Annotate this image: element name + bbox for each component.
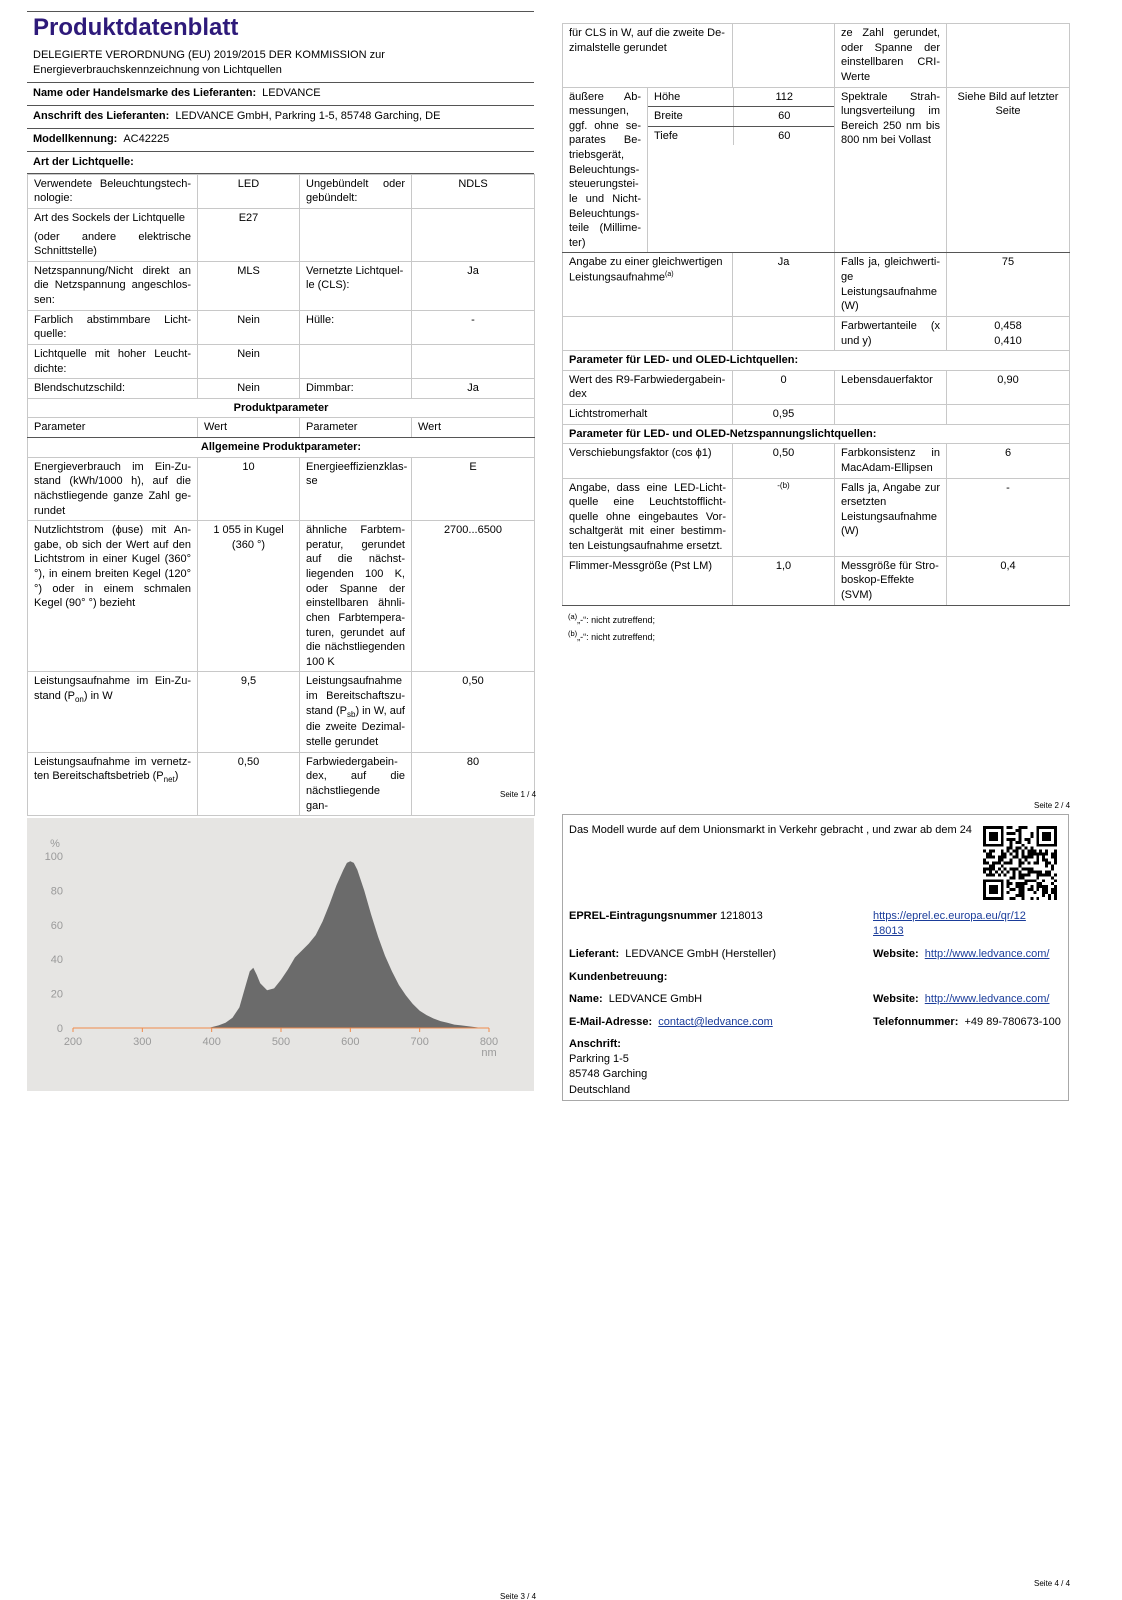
cell-empty — [300, 208, 412, 261]
x-tick-label: 200 — [63, 1036, 83, 1048]
cell-label: Lebensdauerfaktor — [835, 370, 947, 404]
table-row — [28, 521, 535, 672]
website-label: Website: — [873, 993, 919, 1005]
cell-value: Ja — [412, 261, 535, 310]
name-value: LEDVANCE GmbH — [608, 993, 703, 1005]
cell-label: Energieeffizienzklasse — [300, 457, 412, 521]
cell-label — [300, 672, 412, 752]
cell-label: Farbwiedergabeindex, auf die nächstliegende gan- — [300, 752, 412, 816]
light-source-type-row — [27, 151, 534, 174]
email-row — [569, 1015, 773, 1030]
cell-label: Tiefe — [654, 129, 679, 142]
cell-label: für CLS in W, auf die zweite Dezimalstelle gerundet — [563, 24, 733, 88]
phone-label: Telefonnummer: — [873, 1016, 959, 1028]
cell-label — [28, 208, 198, 261]
cell-value: Nein — [198, 344, 300, 378]
cell-value: - — [412, 310, 535, 344]
subscript: sb — [346, 709, 356, 719]
column-header-row — [28, 418, 535, 438]
column-header: Wert — [198, 418, 300, 438]
cell-label: Nutzlichtstrom (ϕuse) mit Angabe, ob sich der Wert auf den Lichtstrom in einer Kugel (360° °), in einem breiten Kegel (120° °) oder in einem schmalen Kegel (90° °) bezieht — [28, 521, 198, 672]
footnote-ref: (a) — [665, 271, 674, 278]
cell-label: Spektrale Strahlungsverteilung im Bereich 250 nm bis 800 nm bei Vollast — [835, 87, 947, 253]
cell-value: 0,50 — [198, 752, 300, 816]
parameter-table-2 — [562, 23, 1070, 606]
cell-value: 10 — [198, 457, 300, 521]
table-row — [28, 310, 535, 344]
y-tick-label: 0 — [56, 1023, 63, 1035]
cell-value: - — [947, 478, 1070, 556]
table-row — [563, 316, 1070, 350]
cell-label: Energieverbrauch im Ein-Zustand (kWh/1000 h), auf die nächstliegende ganze Zahl gerundet — [28, 457, 198, 521]
supplier-brand-row — [27, 82, 534, 105]
phone-value: +49 89-780673-100 — [964, 1016, 1061, 1028]
website-link[interactable]: http://www.ledvance.com/ — [924, 993, 1050, 1005]
x-tick-label: 500 — [271, 1036, 291, 1048]
supplier-label: Lieferant: — [569, 948, 620, 960]
sheet-header — [27, 11, 534, 82]
table-row — [28, 752, 535, 816]
cell-value: -(b) — [733, 478, 835, 556]
cell-empty — [835, 405, 947, 425]
cell-empty — [733, 316, 835, 350]
text: Angabe zu einer gleichwertigen Leistungsaufnahme — [569, 256, 723, 284]
cell-value: 2700...6500 — [412, 521, 535, 672]
text: ) — [174, 770, 179, 783]
cell-empty — [947, 405, 1070, 425]
page-3-spectrum — [27, 818, 534, 1091]
page-number: Seite 2 / 4 — [1034, 801, 1071, 810]
website-label: Website: — [873, 948, 919, 960]
table-row — [648, 107, 835, 127]
subscript: on — [74, 695, 84, 705]
cell-value: 0,50 — [733, 444, 835, 478]
column-header: Parameter — [300, 418, 412, 438]
cell-label: Farbkonsistenz in MacAdam-Ellipsen — [835, 444, 947, 478]
y-tick-label: 100 — [44, 851, 63, 863]
cell-empty — [563, 316, 733, 350]
address-label: Anschrift: — [569, 1038, 621, 1050]
cell-label: Falls ja, gleichwertige Leistungsaufnahme (W) — [835, 253, 947, 317]
footnote-a — [562, 612, 1069, 627]
table-row — [28, 344, 535, 378]
cell-label: äußere Abmessungen, ggf. ohne separates Betriebsgerät, Beleuchtungssteuerungsteile und Nicht-Beleuchtungsteile (Millimeter) — [563, 87, 648, 253]
table-row — [28, 208, 535, 261]
text: Leistungsaufnahme im Bereitschaftszustand (P — [306, 675, 405, 717]
website-row-2 — [873, 992, 1050, 1007]
regulation-line-2: Energieverbrauchskennzeichnung von Lichtquellen — [33, 64, 282, 77]
footnote-text: „-“: nicht zutreffend; — [577, 632, 656, 643]
table-row — [28, 457, 535, 521]
brand-label: Name oder Handelsmarke des Lieferanten: — [33, 86, 257, 99]
table-row — [28, 174, 535, 208]
cell-value: E27 — [198, 208, 300, 261]
table-row — [563, 24, 1070, 88]
cell-empty — [300, 344, 412, 378]
customer-service-label: Kundenbetreuung: — [569, 971, 668, 983]
eprel-number: 1218013 — [719, 910, 763, 922]
supplier-address-row — [27, 105, 534, 128]
parameter-table-1 — [27, 174, 535, 817]
text: ) in W — [83, 690, 113, 703]
eprel-link-2[interactable]: 18013 — [873, 924, 904, 937]
cell-value: NDLS — [412, 174, 535, 208]
table-row — [563, 87, 1070, 253]
table-row — [563, 405, 1070, 425]
text: Leistungsaufnahme im Ein-Zustand (P — [34, 675, 191, 703]
cell-value: MLS — [198, 261, 300, 310]
cell-value: 75 — [947, 253, 1070, 317]
cell-label — [28, 672, 198, 752]
cell-label: Breite — [648, 107, 733, 127]
cell-label: Falls ja, Angabe zur ersetzten Leistungsaufnahme (W) — [835, 478, 947, 556]
customer-service-heading — [569, 970, 667, 985]
table-row — [563, 370, 1070, 404]
y-tick-label: 20 — [50, 988, 63, 1001]
section-title: Produktparameter — [28, 398, 535, 418]
cell-label: Angabe, dass eine LED-Lichtquelle eine Leuchtstofflichtquelle ohne eingebautes Vorschaltgerät mit einer bestimmten Leistungsaufnahme ersetzt. — [563, 478, 733, 556]
cell-value: Nein — [198, 310, 300, 344]
address-label: Anschrift des Lieferanten: — [33, 109, 170, 122]
text: ) in W, auf die zweite Dezimalstelle gerundet — [306, 704, 405, 749]
brand-value: LEDVANCE — [262, 86, 321, 99]
address-line: Parkring 1-5 — [569, 1053, 629, 1066]
website-link[interactable]: http://www.ledvance.com/ — [924, 948, 1050, 960]
table-row — [648, 126, 835, 145]
model-value: AC42225 — [123, 132, 170, 145]
email-label: E-Mail-Adresse: — [569, 1016, 653, 1028]
eprel-row — [569, 909, 763, 924]
name-row — [569, 992, 702, 1007]
text: Leistungsaufnahme im vernetzten Bereitschaftsbetrieb (P — [34, 755, 191, 783]
cell-label: Farblich abstimmbare Lichtquelle: — [28, 310, 198, 344]
cell-value: 6 — [947, 444, 1070, 478]
cell-empty — [412, 208, 535, 261]
table-row — [563, 444, 1070, 478]
cell-value: Siehe Bild auf letzter Seite — [947, 87, 1070, 253]
page-1 — [27, 11, 537, 816]
supplier-row — [569, 947, 776, 962]
cell-label: Messgröße für Stroboskop-Effekte (SVM) — [835, 556, 947, 605]
dimensions-cell — [648, 87, 835, 253]
address-block — [569, 1037, 647, 1098]
cell-value: 0,90 — [947, 370, 1070, 404]
address-line: 85748 Garching — [569, 1068, 648, 1081]
market-date: Das Modell wurde auf dem Unionsmarkt in Verkehr gebracht , und zwar ab dem 24 — [569, 824, 972, 836]
cell-label: Farbwertanteile (x und y) — [835, 316, 947, 350]
cell-value: 1,0 — [733, 556, 835, 605]
footnote-mark: (b) — [568, 629, 578, 639]
light-source-type-label: Art der Lichtquelle: — [33, 155, 134, 168]
x-tick-label: 800 — [479, 1036, 499, 1048]
eprel-link[interactable] — [873, 909, 1026, 939]
email-link[interactable]: contact@ledvance.com — [658, 1016, 773, 1028]
cell-label: Netzspannung/Nicht direkt an die Netzspannung angeschlossen: — [28, 261, 198, 310]
cell-value: LED — [198, 174, 300, 208]
qr-code-icon — [983, 826, 1057, 900]
cell-label: Wert des R9-Farbwiedergabeindex — [563, 370, 733, 404]
cell-value: Ja — [733, 253, 835, 317]
cell-label: Flimmer-Messgröße (Pst LM) — [563, 556, 733, 605]
socket-label: Art des Sockels der Lichtquelle — [34, 211, 186, 224]
column-header: Parameter — [28, 418, 198, 438]
cell-label: Vernetzte Lichtquelle (CLS): — [300, 261, 412, 310]
table-row — [563, 556, 1070, 605]
page-number: Seite 1 / 4 — [500, 790, 537, 799]
chart-background — [27, 818, 534, 1091]
cell-empty — [733, 24, 835, 88]
cell-empty — [412, 344, 535, 378]
cell-value: 60 — [733, 107, 835, 127]
section-title: Parameter für LED- und OLED-Netzspannungslichtquellen: — [563, 424, 1070, 444]
cell-value: Ja — [412, 379, 535, 399]
y-tick-label: 80 — [50, 885, 63, 898]
cell-value: 0,50 — [412, 672, 535, 752]
cell-value: E — [412, 457, 535, 521]
section-row — [28, 398, 535, 418]
cell-label: Lichtstromerhalt — [563, 405, 733, 425]
cell-value — [947, 316, 1070, 350]
section-row — [563, 424, 1070, 444]
address-line: Deutschland — [569, 1083, 631, 1096]
table-row — [28, 261, 535, 310]
socket-label-2: (oder andere elektrische Schnittstelle) — [34, 230, 191, 258]
cell-label — [28, 752, 198, 816]
supplier-value: LEDVANCE GmbH (Hersteller) — [625, 948, 777, 960]
cell-value: 112 — [733, 88, 835, 107]
eprel-link-1[interactable]: https://eprel.ec.europa.eu/qr/12 — [873, 910, 1026, 922]
page-number: Seite 3 / 4 — [500, 1592, 537, 1600]
footnote-b — [562, 629, 1069, 644]
table-row — [28, 379, 535, 399]
x-tick-label: 600 — [341, 1036, 360, 1048]
footnote-text: „-“: nicht zutreffend; — [577, 614, 656, 625]
cell-label: ähnliche Farbtemperatur, gerundet auf die nächstliegenden 100 K, oder Spanne der einstellbaren ähnlichen Farbtemperaturen, gerundet auf die nächstliegenden 100 K — [300, 521, 412, 672]
section-title: Allgemeine Produktparameter: — [28, 438, 535, 458]
section-title: Parameter für LED- und OLED-Lichtquellen: — [563, 351, 1070, 371]
cell-label: Verschiebungsfaktor (cos ϕ1) — [563, 444, 733, 478]
x-tick-label: 300 — [133, 1036, 152, 1048]
footnote-mark: (a) — [568, 611, 578, 621]
chromaticity-x: 0,458 — [994, 319, 1022, 332]
eprel-label: EPREL-Eintragungsnummer — [569, 910, 717, 922]
spectrum-chart — [27, 818, 534, 1091]
table-row — [563, 478, 1070, 556]
regulation-line-1: DELEGIERTE VERORDNUNG (EU) 2019/2015 DER KOMMISSION zur — [33, 49, 385, 62]
column-header: Wert — [412, 418, 535, 438]
cell-label: Dimmbar: — [300, 379, 412, 399]
table-row — [648, 88, 835, 107]
page-number: Seite 4 / 4 — [1034, 1579, 1071, 1588]
chromaticity-y: 0,410 — [994, 334, 1022, 347]
cell-label: ze Zahl gerundet, oder Spanne der einstellbaren CRI-Werte — [835, 24, 947, 88]
cell-value: 0,95 — [733, 405, 835, 425]
cell-label: Verwendete Beleuchtungstechnologie: — [28, 174, 198, 208]
cell-value: 80 — [412, 752, 535, 816]
name-label: Name: — [569, 993, 603, 1005]
cell-value: 0,4 — [947, 556, 1070, 605]
page-title: Produktdatenblatt — [33, 14, 239, 41]
x-tick-label: 400 — [202, 1036, 221, 1048]
cell-label — [563, 253, 733, 317]
cell-value: 60 — [733, 126, 835, 145]
y-tick-label: 40 — [50, 954, 63, 967]
section-row — [563, 351, 1070, 371]
x-axis-label: nm — [481, 1047, 497, 1059]
cell-value: 0 — [733, 370, 835, 404]
dimensions-table — [648, 88, 835, 146]
y-axis-label: % — [50, 838, 60, 850]
cell-value: 9,5 — [198, 672, 300, 752]
cell-label: Höhe — [648, 88, 733, 107]
cell-label: Blendschutzschild: — [28, 379, 198, 399]
x-tick-label: 700 — [410, 1036, 429, 1048]
website-row — [873, 947, 1050, 962]
page-2 — [562, 23, 1069, 644]
section-row — [28, 438, 535, 458]
subscript: net — [163, 775, 175, 785]
table-row — [563, 253, 1070, 317]
cell-value: 1 055 in Kugel (360 °) — [198, 521, 300, 672]
cell-label: Hülle: — [300, 310, 412, 344]
model-id-row — [27, 128, 534, 151]
address-value: LEDVANCE GmbH, Parkring 1-5, 85748 Garching, DE — [175, 109, 441, 122]
cell-label: Lichtquelle mit hoher Leuchtdichte: — [28, 344, 198, 378]
cell-value: Nein — [198, 379, 300, 399]
cell-label: Ungebündelt oder gebündelt: — [300, 174, 412, 208]
model-label: Modellkennung: — [33, 132, 118, 145]
phone-row — [873, 1015, 1061, 1030]
cell-empty — [947, 24, 1070, 88]
table-row — [28, 672, 535, 752]
y-tick-label: 60 — [50, 919, 63, 932]
